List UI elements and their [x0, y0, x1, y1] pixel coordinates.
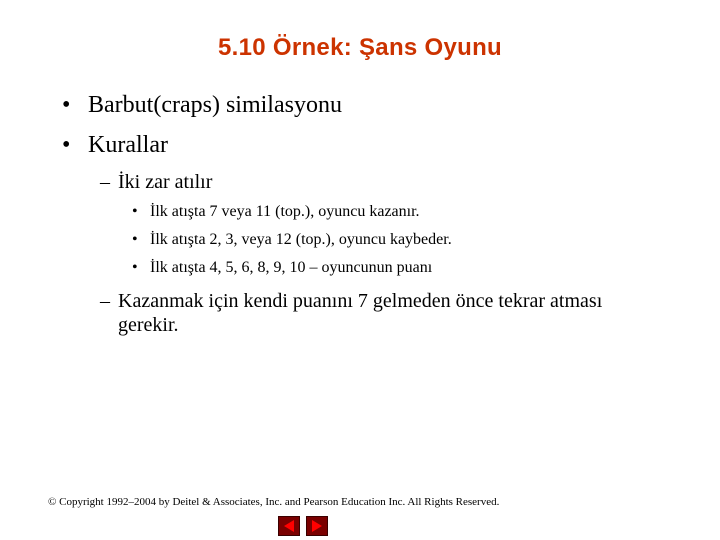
- slide-title: 5.10 Örnek: Şans Oyunu: [217, 34, 503, 61]
- next-slide-button[interactable]: [306, 516, 328, 536]
- right-triangle-icon: [307, 517, 327, 535]
- bullet-text: Kurallar: [88, 132, 168, 158]
- sub-bullet-text: Kazanmak için kendi puanını 7 gelmeden önce tekrar atması gerekir.: [118, 290, 603, 336]
- sub-sub-bullet-text: İlk atışta 4, 5, 6, 8, 9, 10 – oyuncunun puanı: [150, 259, 433, 276]
- bullet-item: [62, 132, 168, 159]
- bullet-mark: •: [132, 231, 138, 248]
- sub-bullet-item: [100, 289, 660, 337]
- dash-mark: –: [100, 290, 110, 312]
- bullet-item: [62, 92, 342, 119]
- bullet-mark: •: [62, 132, 71, 158]
- sub-sub-bullet-item: [132, 203, 420, 221]
- sub-sub-bullet-text: İlk atışta 2, 3, veya 12 (top.), oyuncu kaybeder.: [150, 231, 452, 248]
- sub-sub-bullet-item: [132, 259, 432, 277]
- sub-bullet-item: [100, 171, 212, 194]
- bullet-mark: •: [132, 203, 138, 220]
- bullet-text: Barbut(craps) similasyonu: [88, 92, 342, 118]
- left-triangle-icon: [279, 517, 299, 535]
- previous-slide-button[interactable]: [278, 516, 300, 536]
- sub-sub-bullet-item: [132, 231, 452, 249]
- sub-sub-bullet-text: İlk atışta 7 veya 11 (top.), oyuncu kazanır.: [150, 203, 420, 220]
- copyright-notice: © Copyright 1992–2004 by Deitel & Associates, Inc. and Pearson Education Inc. All Rights Reserved.: [48, 496, 500, 508]
- dash-mark: –: [100, 171, 110, 193]
- sub-bullet-text: İki zar atılır: [118, 171, 213, 193]
- bullet-mark: •: [62, 92, 71, 118]
- bullet-mark: •: [132, 259, 138, 276]
